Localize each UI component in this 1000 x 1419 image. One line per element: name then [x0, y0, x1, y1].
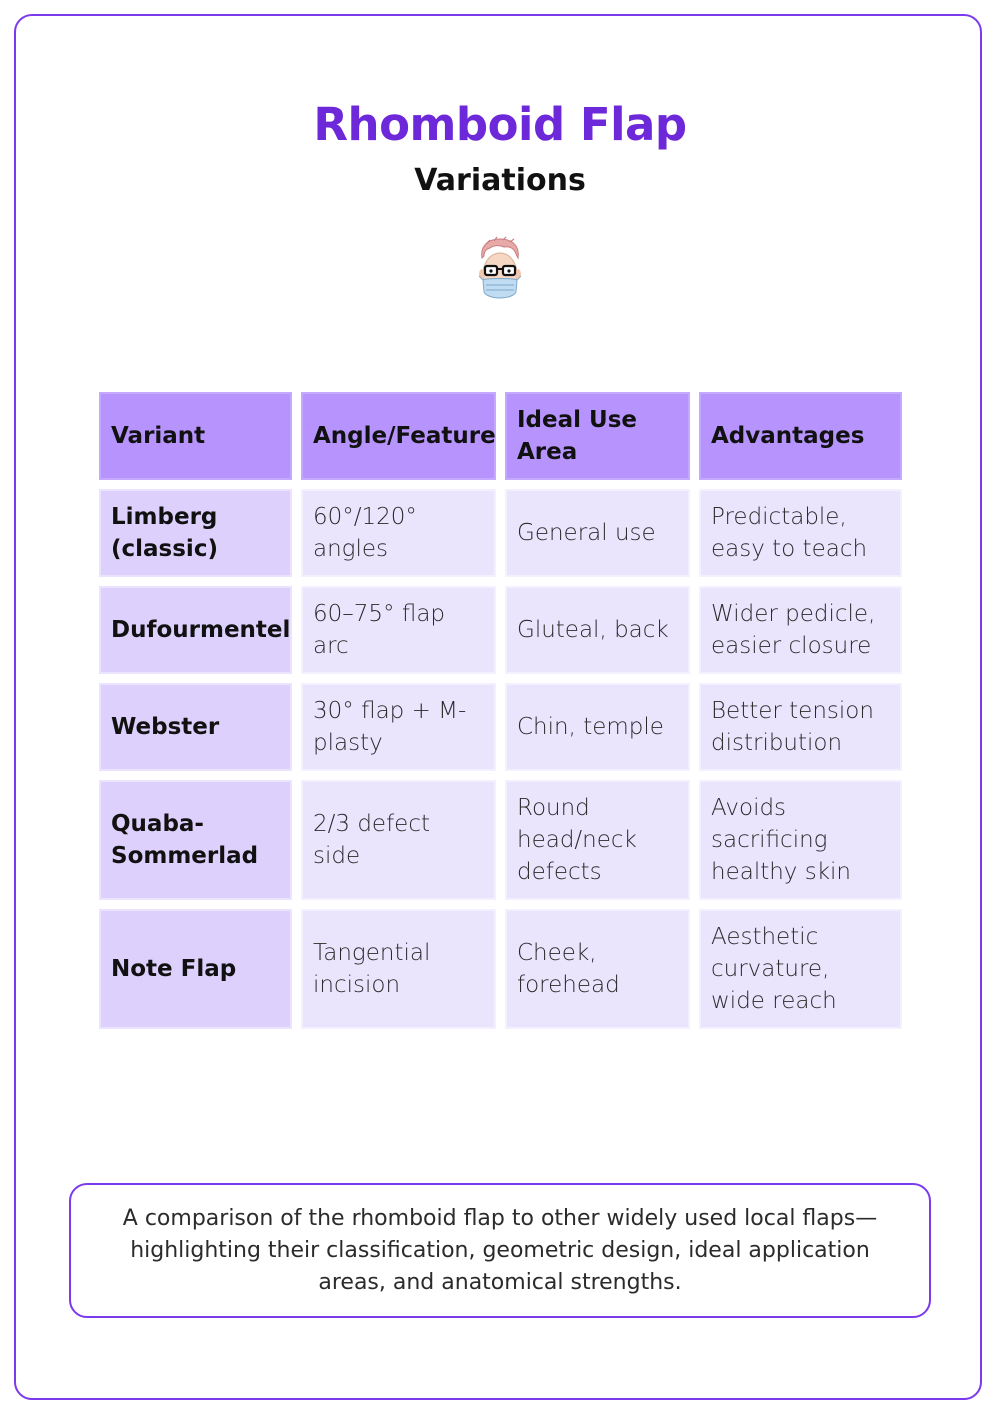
row-4-ideal-use-area: Round head/neck defects [505, 780, 690, 900]
row-3-variant: Webster [99, 683, 292, 771]
page-title: Rhomboid Flap [313, 98, 687, 151]
description-box [69, 1183, 931, 1318]
header-angle-feature: Angle/Feature [301, 392, 496, 480]
row-3-ideal-use-area: Chin, temple [505, 683, 690, 771]
doctor-with-mask-icon [470, 236, 530, 308]
description-text: A comparison of the rhomboid flap to other widely used local flaps—highlighting their classification, geometric design, ideal application areas, and anatomical strengths. [122, 1205, 878, 1295]
header-advantages: Advantages [699, 392, 902, 480]
row-5-ideal-use-area: Cheek, forehead [505, 909, 690, 1029]
row-4-advantages: Avoids sacrificing healthy skin [699, 780, 902, 900]
header-variant: Variant [99, 392, 292, 480]
row-1-ideal-use-area: General use [505, 489, 690, 577]
row-3-advantages: Better tension distribution [699, 683, 902, 771]
row-1-variant: Limberg (classic) [99, 489, 292, 577]
row-4-variant: Quaba-Sommerlad [99, 780, 292, 900]
row-3-angle-feature: 30° flap + M-plasty [301, 683, 496, 771]
row-5-angle-feature: Tangential incision [301, 909, 496, 1029]
row-2-advantages: Wider pedicle, easier closure [699, 586, 902, 674]
row-1-angle-feature: 60°/120° angles [301, 489, 496, 577]
row-5-advantages: Aesthetic curvature, wide reach [699, 909, 902, 1029]
row-2-variant: Dufourmentel [99, 586, 292, 674]
page-subtitle: Variations [414, 163, 586, 198]
row-2-ideal-use-area: Gluteal, back [505, 586, 690, 674]
row-4-angle-feature: 2/3 defect side [301, 780, 496, 900]
row-2-angle-feature: 60–75° flap arc [301, 586, 496, 674]
variations-table [99, 392, 901, 1029]
header-ideal-use-area: Ideal Use Area [505, 392, 690, 480]
row-5-variant: Note Flap [99, 909, 292, 1029]
row-1-advantages: Predictable, easy to teach [699, 489, 902, 577]
